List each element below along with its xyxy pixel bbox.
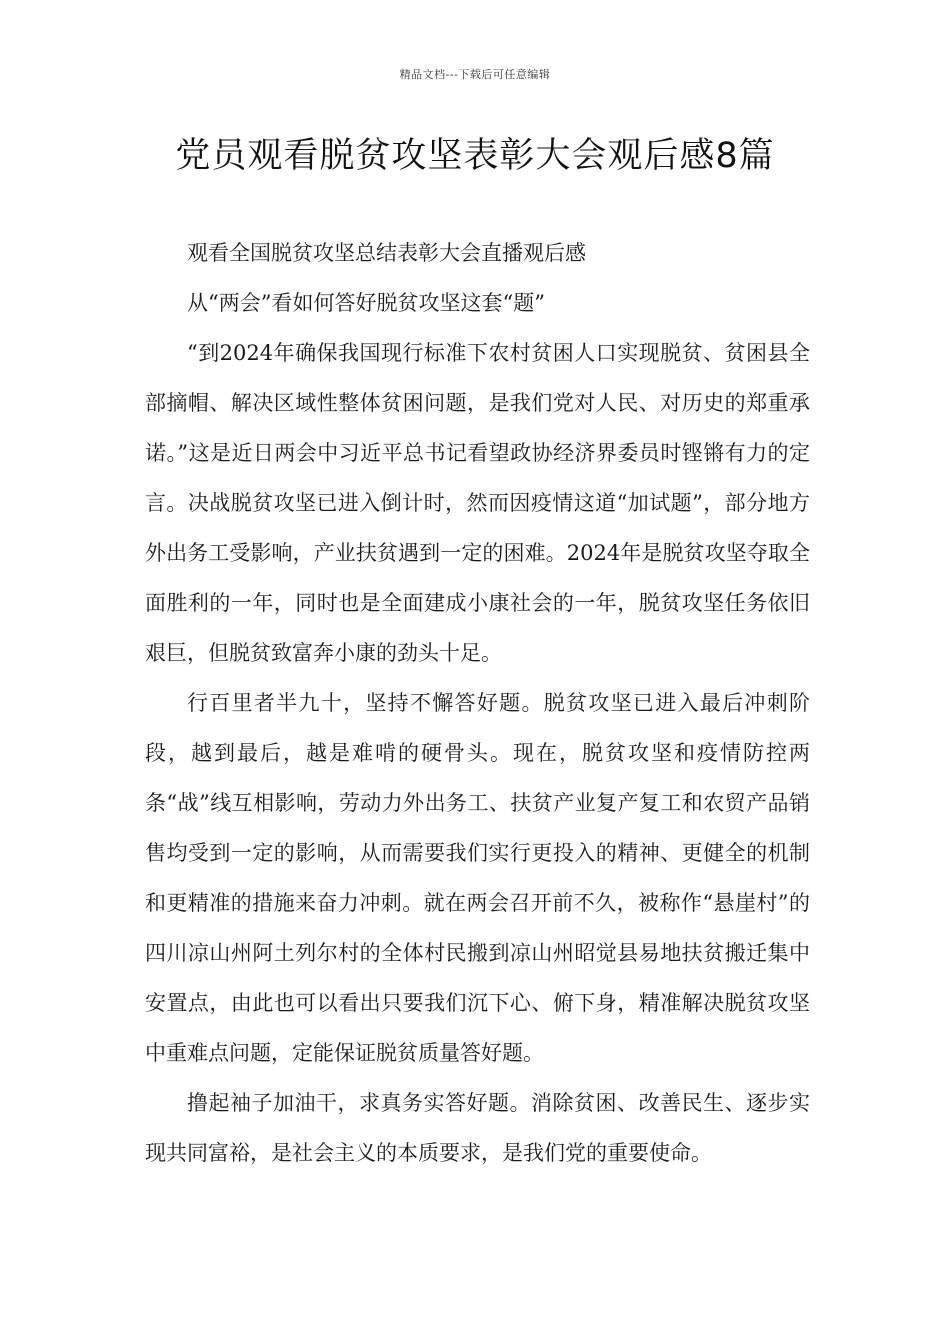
- paragraph-quote: “到2024年确保我国现行标准下农村贫困人口实现脱贫、贫困县全部摘帽、解决区域性整体贫困问题，是我们党对人民、对历史的郑重承诺。”这是近日两会中习近平总书记看望政协经济界委员时铿锵有力的定言。决战脱贫攻坚已进入倒计时，然而因疫情这道“加试题”，部分地方外出务工受影响，产业扶贫遇到一定的困难。2024年是脱贫攻坚夺取全面胜利的一年，同时也是全面建成小康社会的一年，脱贫攻坚任务依旧艰巨，但脱贫致富奔小康的劲头十足。: [145, 341, 810, 665]
- header-note: 精品文档---下载后可任意编辑: [399, 68, 551, 81]
- document-body: [145, 228, 810, 1178]
- paragraph-subtitle-1: 观看全国脱贫攻坚总结表彰大会直播观后感: [187, 241, 586, 265]
- paragraph-persist: 行百里者半九十，坚持不懈答好题。脱贫攻坚已进入最后冲刺阶段，越到最后，越是难啃的硬骨头。现在，脱贫攻坚和疫情防控两条“战”线互相影响，劳动力外出务工、扶贫产业复产复工和农贸产品销售均受到一定的影响，从而需要我们实行更投入的精神、更健全的机制和更精准的措施来奋力冲刺。就在两会召开前不久，被称作“悬崖村”的四川凉山州阿土列尔村的全体村民搬到凉山州昭觉县易地扶贫搬迁集中安置点，由此也可以看出只要我们沉下心、俯下身，精准解决脱贫攻坚中重难点问题，定能保证脱贫质量答好题。: [145, 691, 810, 1065]
- paragraph-rollup-sleeves: 撸起袖子加油干，求真务实答好题。消除贫困、改善民生、逐步实现共同富裕，是社会主义的本质要求，是我们党的重要使命。: [145, 1091, 810, 1165]
- document-title: 党员观看脱贫攻坚表彰大会观后感8篇: [175, 136, 775, 176]
- paragraph-subtitle-2: 从“两会”看如何答好脱贫攻坚这套“题”: [187, 291, 545, 315]
